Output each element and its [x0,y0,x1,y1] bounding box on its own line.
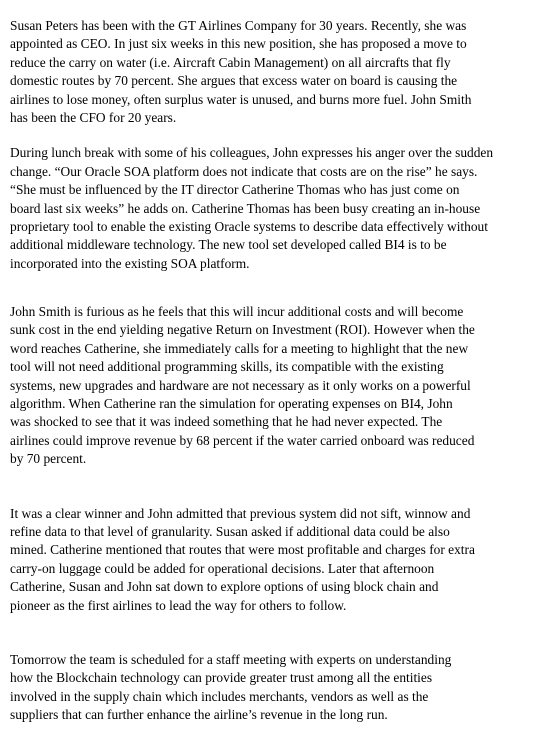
text-line: was shocked to see that it was indeed something that he had never expected. The [10,414,443,430]
text-line: proprietary tool to enable the existing Oracle systems to describe data effectively without [10,218,488,234]
text-line: “She must be influenced by the IT director Catherine Thomas who has just come on [10,182,460,198]
text-line: reduce the carry on water (i.e. Aircraft Cabin Management) on all aircrafts that fly [10,54,451,70]
text-line: tool will not need additional programming skills, its compatible with the existing [10,359,444,375]
text-line: appointed as CEO. In just six weeks in this new position, she has proposed a move to [10,36,467,52]
text-line: carry-on luggage could be added for operational decisions. Later that afternoon [10,560,435,576]
text-line: by 70 percent. [10,451,87,467]
text-line: change. “Our Oracle SOA platform does not indicate that costs are on the rise” he says. [10,163,478,179]
text-line: incorporated into the existing SOA platform. [10,255,250,271]
text-line: involved in the supply chain which includes merchants, vendors as well as the [10,688,429,704]
text-line: word reaches Catherine, she immediately calls for a meeting to highlight that the new [10,340,469,356]
text-line: airlines to lose money, often surplus water is unused, and burns more fuel. John Smith [10,91,472,107]
text-line: additional middleware technology. The new tool set developed called BI4 is to be [10,237,447,253]
paragraph-4 [10,505,555,615]
text-line: Susan Peters has been with the GT Airlines Company for 30 years. Recently, she was [10,18,467,33]
text-line: airlines could improve revenue by 68 percent if the water carried onboard was reduced [10,432,475,448]
paragraph-1 [10,17,555,127]
text-line: Tomorrow the team is scheduled for a staff meeting with experts on understanding [10,651,452,667]
paragraph-2 [10,144,555,273]
paragraph-5 [10,651,555,725]
text-line: domestic routes by 70 percent. She argues that excess water on board is causing the [10,73,458,89]
text-line: refine data to that level of granularity. Susan asked if additional data could be also [10,523,450,539]
text-line: Catherine, Susan and John sat down to explore options of using block chain and [10,579,439,595]
text-line: During lunch break with some of his colleagues, John expresses his anger over the sudden [10,145,494,161]
text-line: sunk cost in the end yielding negative Return on Investment (ROI). However when the [10,322,475,338]
text-line: how the Blockchain technology can provide greater trust among all the entities [10,670,433,686]
text-line: algorithm. When Catherine ran the simulation for operating expenses on BI4, John [10,396,453,412]
text-line: John Smith is furious as he feels that this will incur additional costs and will become [10,304,464,320]
text-line: suppliers that can further enhance the airline’s revenue in the long run. [10,707,388,723]
text-line: systems, new upgrades and hardware are not necessary as it only works on a powerful [10,377,471,393]
document-body [10,17,555,755]
text-line: pioneer as the first airlines to lead the way for others to follow. [10,597,347,613]
text-line: has been the CFO for 20 years. [10,109,177,125]
text-line: board last six weeks” he adds on. Catherine Thomas has been busy creating an in-house [10,200,481,216]
text-line: It was a clear winner and John admitted that previous system did not sift, winnow and [10,505,471,521]
paragraph-3 [10,303,555,469]
text-line: mined. Catherine mentioned that routes that were most profitable and charges for extra [10,542,475,558]
